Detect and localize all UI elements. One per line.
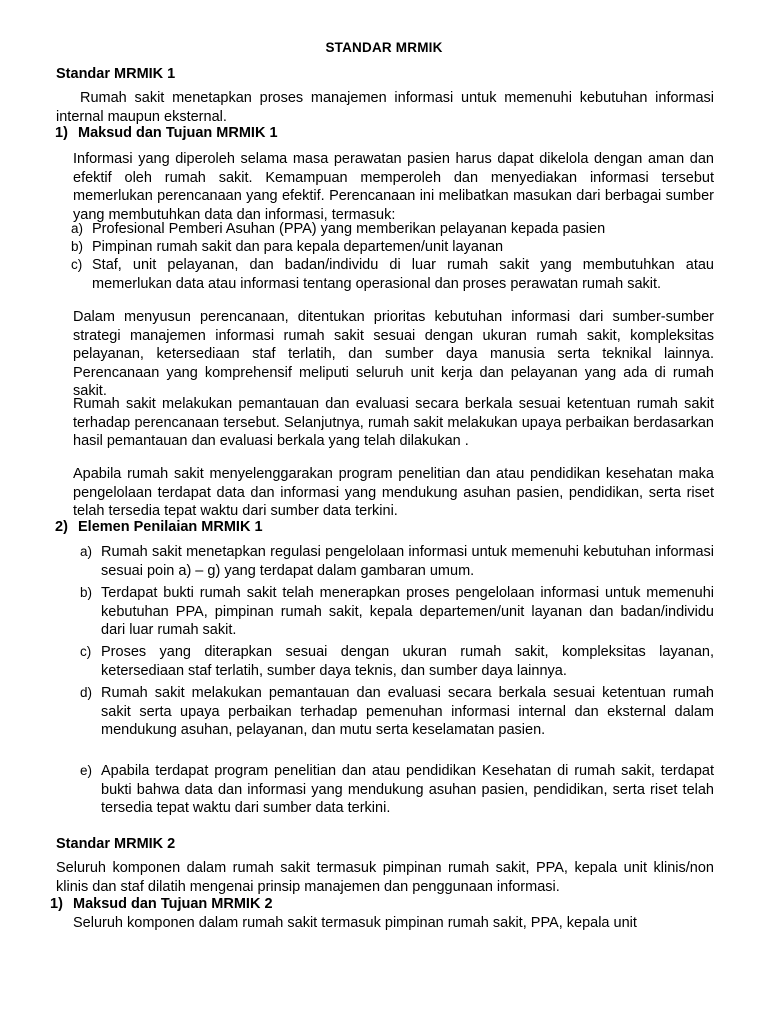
list-item: Profesional Pemberi Asuhan (PPA) yang memberikan pelayanan kepada pasien bbox=[92, 221, 606, 237]
assessment-item-marker: a) bbox=[80, 544, 93, 559]
assessment-item: Proses yang diterapkan sesuai dengan ukuran rumah sakit, kompleksitas layanan, ketersediaan staf terlatih, sumber daya teknis, dan sumber daya lainnya. bbox=[101, 644, 714, 679]
assessment-item-marker: d) bbox=[80, 685, 93, 700]
document-title: STANDAR MRMIK bbox=[325, 40, 443, 55]
standard-1-heading: Standar MRMIK 1 bbox=[56, 66, 176, 82]
standard-2-statement: Seluruh komponen dalam rumah sakit termasuk pimpinan rumah sakit, PPA, kepala unit klinis/non klinis dan staf dilatih mengenai prinsip manajemen dan penggunaan informasi. bbox=[56, 860, 714, 895]
section-2-heading: Elemen Penilaian MRMIK 1 bbox=[78, 519, 263, 535]
standard-2-heading: Standar MRMIK 2 bbox=[56, 836, 176, 852]
section-1-paragraph-3: Rumah sakit melakukan pemantauan dan evaluasi secara berkala sesuai ketentuan rumah sakit terhadap perencanaan tersebut. Selanjutnya, rumah sakit melakukan upaya perbaikan berdasarkan hasil pemantauan dan evaluasi berkala yang telah dilakukan . bbox=[73, 396, 714, 449]
standard-2-section-1-number: 1) bbox=[50, 896, 63, 912]
standard-1-statement: Rumah sakit menetapkan proses manajemen informasi untuk memenuhi kebutuhan informasi internal maupun eksternal. bbox=[56, 90, 714, 125]
assessment-item: Rumah sakit menetapkan regulasi pengelolaan informasi untuk memenuhi kebutuhan informasi sesuai poin a) – g) yang terdapat dalam gambaran umum. bbox=[101, 544, 714, 579]
list-item: Staf, unit pelayanan, dan badan/individu di luar rumah sakit yang membutuhkan atau memerlukan data atau informasi tentang operasional dan proses perawatan rumah sakit. bbox=[92, 257, 714, 292]
section-1-paragraph-2: Dalam menyusun perencanaan, ditentukan prioritas kebutuhan informasi dari sumber-sumber strategi manajemen informasi rumah sakit sesuai dengan ukuran rumah sakit, kompleksitas pelayanan, ketersediaan staf terlatih, dan sumber daya manusia serta teknikal lainnya. Perencanaan yang komprehensif meliputi seluruh unit kerja dan pelayanan yang ada di rumah sakit. bbox=[73, 309, 714, 399]
list-item: Pimpinan rumah sakit dan para kepala departemen/unit layanan bbox=[92, 239, 504, 255]
section-1-paragraph-1: Informasi yang diperoleh selama masa perawatan pasien harus dapat dikelola dengan aman dan efektif oleh rumah sakit. Kemampuan memperoleh dan menyediakan informasi tersebut memerlukan perencanaan yang efektif. Perencanaan ini melibatkan masukan dari berbagai sumber yang membutuhkan data dan informasi, termasuk: bbox=[73, 151, 714, 223]
assessment-item: Apabila terdapat program penelitian dan atau pendidikan Kesehatan di rumah sakit, terdapat bukti bahwa data dan informasi yang mendukung asuhan pasien, pendidikan, serta riset telah tersedia tepat waktu dari sumber data terkini. bbox=[101, 763, 714, 816]
assessment-item: Terdapat bukti rumah sakit telah menerapkan proses pengelolaan informasi untuk memenuhi kebutuhan PPA, pimpinan rumah sakit, kepala departemen/unit layanan dan badan/individu dari luar rumah sakit. bbox=[101, 585, 714, 638]
section-2-number: 2) bbox=[55, 519, 68, 535]
list-item-marker: c) bbox=[71, 257, 83, 272]
standard-2-section-1-paragraph: Seluruh komponen dalam rumah sakit termasuk pimpinan rumah sakit, PPA, kepala unit bbox=[73, 915, 637, 931]
standard-2-section-1-heading: Maksud dan Tujuan MRMIK 2 bbox=[73, 896, 273, 912]
list-item-marker: a) bbox=[71, 221, 84, 236]
assessment-item-marker: c) bbox=[80, 644, 92, 659]
assessment-item-marker: b) bbox=[80, 585, 93, 600]
list-item-marker: b) bbox=[71, 239, 84, 254]
section-1-number: 1) bbox=[55, 125, 68, 141]
section-1-paragraph-4: Apabila rumah sakit menyelenggarakan program penelitian dan atau pendidikan kesehatan maka pengelolaan terdapat data dan informasi yang mendukung asuhan pasien, pendidikan, serta riset telah tersedia tepat waktu dari sumber data terkini. bbox=[73, 466, 714, 519]
section-1-heading: Maksud dan Tujuan MRMIK 1 bbox=[78, 125, 278, 141]
assessment-item-marker: e) bbox=[80, 763, 93, 778]
assessment-item: Rumah sakit melakukan pemantauan dan evaluasi secara berkala sesuai ketentuan rumah sakit serta upaya perbaikan terhadap pemenuhan informasi internal dan eksternal dalam mendukung asuhan, pelayanan, dan mutu serta keselamatan pasien. bbox=[101, 685, 714, 738]
